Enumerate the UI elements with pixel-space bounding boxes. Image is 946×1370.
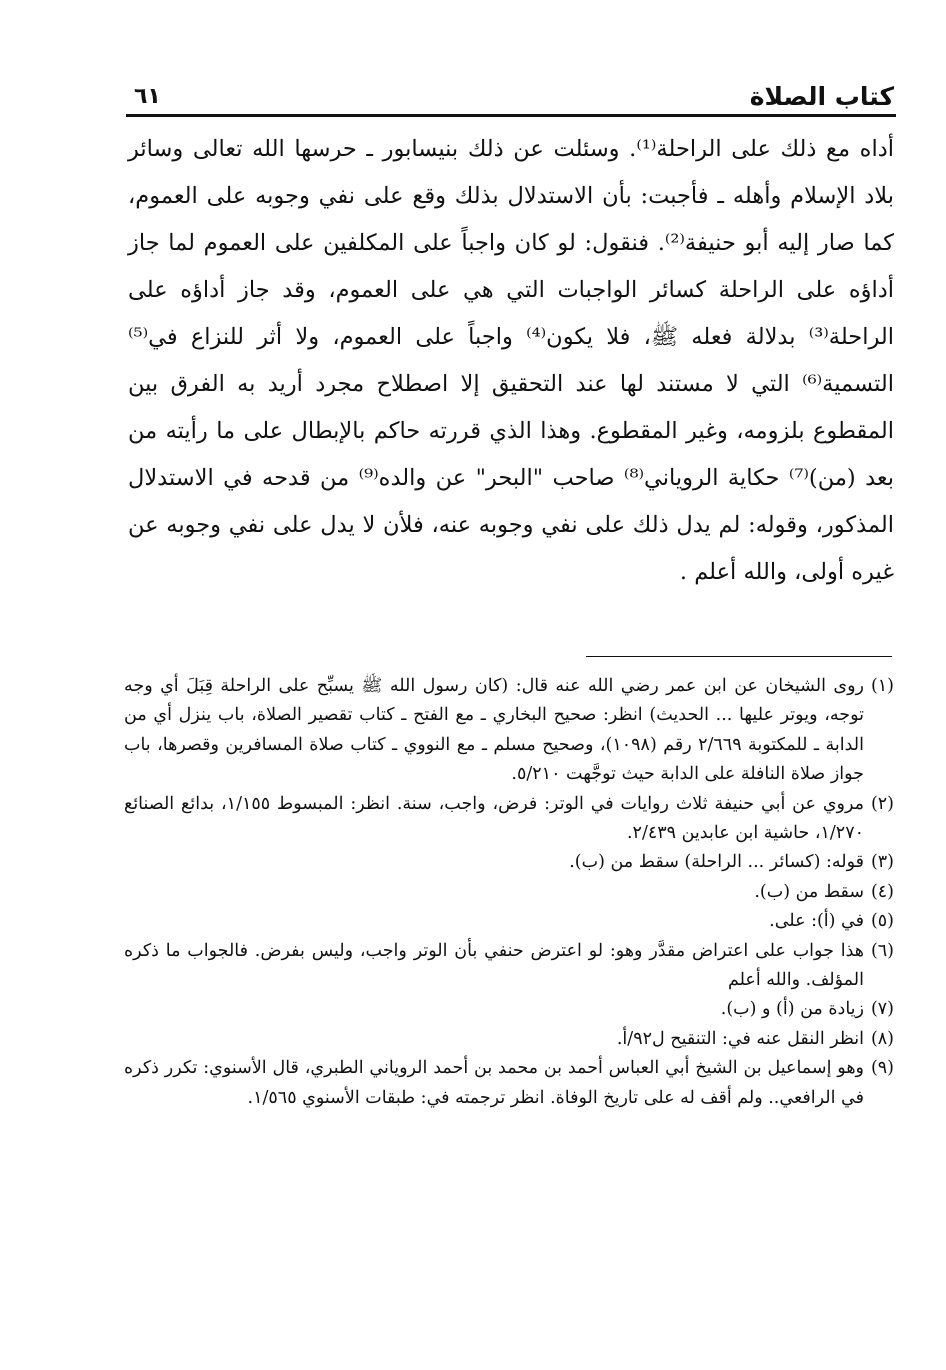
footnote <box>124 907 894 936</box>
chapter-title: كتاب الصلاة <box>749 82 894 111</box>
footnote-number: (٥) <box>870 911 894 932</box>
body-paragraph: أداه مع ذلك على الراحلة⁽¹⁾. وسئلت عن ذلك بنيسابور ـ حرسها الله تعالى وسائر بلاد الإسلام وأهله ـ فأجبت: بأن الاستدلال بذلك وقع على نفي وجوبه على العموم، كما صار إليه أبو حنيفة⁽²⁾. فنقول: لو كان واجباً على المكلفين على العموم لما جاز أداؤه على الراحلة كسائر الواجبات التي هي على العموم، وقد جاز أداؤه على الراحلة⁽³⁾ بدلالة فعله ﷺ، فلا يكون⁽⁴⁾ واجباً على العموم، ولا أثر للنزاع في⁽⁵⁾ التسمية⁽⁶⁾ التي لا مستند لها عند التحقيق إلا اصطلاح مجرد أريد به الفرق بين المقطوع بلزومه، وغير المقطوع. وهذا الذي قررته حاكم بالإبطال على ما رأيته من بعد (من)⁽⁷⁾ حكاية الروياني⁽⁸⁾ صاحب "البحر" عن والده⁽⁹⁾ من قدحه في الاستدلال المذكور، وقوله: لم يدل ذلك على نفي وجوبه عنه، فلأن لا يدل على نفي وجوبه عن غيره أولى، والله أعلم . <box>128 136 895 585</box>
footnote <box>124 937 894 996</box>
main-text <box>128 126 894 596</box>
footnote-text: روى الشيخان عن ابن عمر رضي الله عنه قال: (كان رسول الله ﷺ يسبِّح على الراحلة قِبَلَ أي وجه توجه، ويوتر عليها ... الحديث) انظر: صحيح البخاري ـ مع الفتح ـ كتاب تقصير الصلاة، باب ينزل أي من الدابة ـ للمكتوبة ٢/٦٦٩ رقم (١٠٩٨)، وصحيح مسلم ـ مع النووي ـ كتاب صلاة المسافرين وقصرها، باب جواز صلاة النافلة على الدابة حيث توجَّهت ٥/٢١٠. <box>124 676 864 785</box>
footnote-number: (٤) <box>870 881 894 902</box>
footnote-number: (٣) <box>870 852 894 873</box>
footnote-text: سقط من (ب). <box>754 881 864 902</box>
footnote-number: (٢) <box>870 793 894 814</box>
footnote-text: هذا جواب على اعتراض مقدَّر وهو: لو اعترض حنفي بأن الوتر واجب، وليس بفرض. فالجواب ما ذكره المؤلف. والله أعلم <box>124 940 864 991</box>
footnote <box>124 672 894 790</box>
footnote <box>124 1054 894 1113</box>
footnote-number: (٧) <box>870 999 894 1020</box>
footnote <box>124 1025 894 1054</box>
page-header <box>126 72 894 112</box>
footnote-number: (٨) <box>870 1028 894 1049</box>
footnote-number: (١) <box>870 676 894 696</box>
footnote-number: (٩) <box>870 1058 894 1079</box>
footnote-text: مروي عن أبي حنيفة ثلاث روايات في الوتر: فرض، واجب، سنة. انظر: المبسوط ١/١٥٥، بدائع الصنائع ١/٢٧٠، حاشية ابن عابدين ٢/٤٣٩. <box>124 793 864 844</box>
header-rule <box>126 114 896 117</box>
footnote <box>124 878 894 907</box>
footnote-text: قوله: (كسائر ... الراحلة) سقط من (ب). <box>569 852 864 873</box>
page-number: ٦١ <box>134 84 161 109</box>
footnote-number: (٦) <box>870 940 894 961</box>
footnote-text: وهو إسماعيل بن الشيخ أبي العباس أحمد بن محمد بن أحمد الروياني الطبري، قال الأسنوي: تكرر ذكره في الرافعي.. ولم أقف له على تاريخ الوفاة. انظر ترجمته في: طبقات الأسنوي ١/٥٦٥. <box>124 1058 864 1108</box>
footnote <box>124 995 894 1024</box>
footnote <box>124 790 894 849</box>
footnote-separator <box>586 656 892 657</box>
footnote-text: في (أ): على. <box>769 911 864 932</box>
footnotes <box>124 672 894 1113</box>
footnote-text: انظر النقل عنه في: التنقيح ل٩٢/أ. <box>616 1028 864 1049</box>
footnote <box>124 848 894 877</box>
footnote-text: زيادة من (أ) و (ب). <box>720 999 864 1020</box>
